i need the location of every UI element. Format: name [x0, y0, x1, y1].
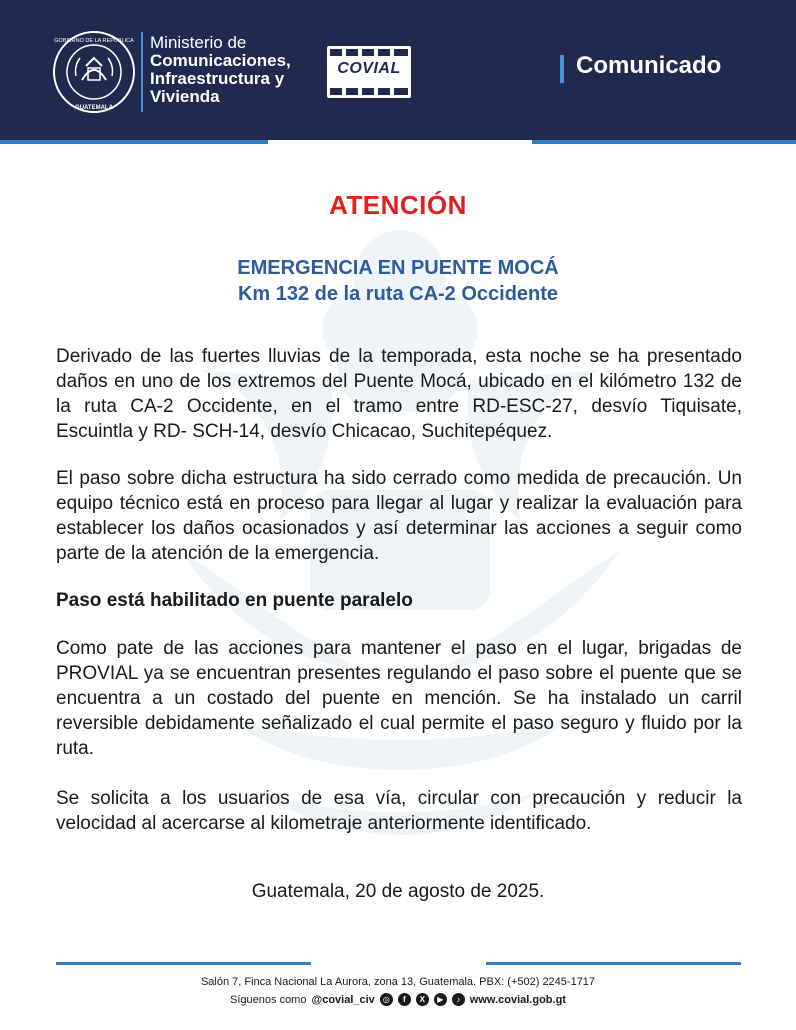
instagram-icon[interactable]: ◎ [380, 993, 393, 1006]
ministry-line3: Infraestructura y [150, 68, 285, 88]
comunicado-accent-bar [560, 55, 564, 83]
facebook-icon[interactable]: f [398, 993, 411, 1006]
place-date: Guatemala, 20 de agosto de 2025. [251, 881, 545, 902]
document-type-label: Comunicado [576, 52, 722, 79]
guatemala-seal-logo [52, 30, 136, 114]
footer-line-left [56, 962, 311, 965]
section-heading-parallel-bridge: Paso está habilitado en puente paralelo [56, 590, 413, 611]
website-link[interactable]: www.covial.gob.gt [469, 993, 566, 1006]
header-stripe-right [532, 140, 796, 144]
ministry-line1: Ministerio de [150, 33, 247, 52]
alert-title: ATENCIÓN [329, 190, 467, 220]
covial-label: COVIAL [337, 60, 401, 77]
subtitle-line1: EMERGENCIA EN PUENTE MOCÁ [237, 257, 559, 279]
tiktok-icon[interactable]: ♪ [452, 993, 465, 1006]
ministry-line4: Vivienda [150, 86, 220, 106]
ministry-line2: Comunicaciones, [150, 50, 291, 70]
footer-line-right [486, 962, 741, 965]
youtube-icon[interactable]: ▶ [434, 993, 447, 1006]
ministry-divider [141, 32, 143, 112]
header-stripe-left [0, 140, 268, 144]
paragraph-request: Se solicita a los usuarios de esa vía, circular con precaución y reducir la velocidad al acercarse al kilometraje anteriormente identificado. [56, 788, 742, 834]
covial-logo [327, 46, 411, 98]
x-icon[interactable]: X [416, 993, 429, 1006]
svg-text:GOBIERNO DE LA REPÚBLICA: GOBIERNO DE LA REPÚBLICA [54, 38, 134, 44]
paragraph-provial: Como pate de las acciones para mantener el paso en el lugar, brigadas de PROVIAL ya se encuentran presentes regulando el paso sobre el puente que se encuentra a un costado del puente en mención. Se ha instalado un carril reversible debidamente señalizado el cual permite el paso seguro y fluido por la ruta. [56, 638, 742, 759]
footer-address: Salón 7, Finca Nacional La Aurora, zona 13, Guatemala. PBX: (+502) 2245-1717 [200, 976, 596, 988]
paragraph-closure: El paso sobre dicha estructura ha sido cerrado como medida de precaución. Un equipo técnico está en proceso para llegar al lugar y realizar la evaluación para establecer los daños ocasionados y así determinar las acciones a seguir como parte de la atención de la emergencia. [56, 468, 742, 564]
subtitle-line2: Km 132 de la ruta CA-2 Occidente [237, 283, 559, 305]
ministry-name [150, 34, 291, 105]
emergency-subtitle [0, 255, 796, 307]
svg-text:GUATEMALA: GUATEMALA [75, 105, 113, 111]
header-banner [0, 0, 796, 140]
social-handle[interactable]: @covial_civ [311, 993, 375, 1006]
paragraph-damage: Derivado de las fuertes lluvias de la temporada, esta noche se ha presentado daños en uno de los extremos del Puente Mocá, ubicado en el kilómetro 132 de la ruta CA-2 Occidente, en el tramo entre RD-ESC-27, desvío Tiquisate, Escuintla y RD- SCH-14, desvío Chicacao, Suchitepéquez. [56, 346, 742, 442]
follow-prefix: Síguenos como [230, 993, 307, 1006]
footer-social [0, 993, 796, 1006]
